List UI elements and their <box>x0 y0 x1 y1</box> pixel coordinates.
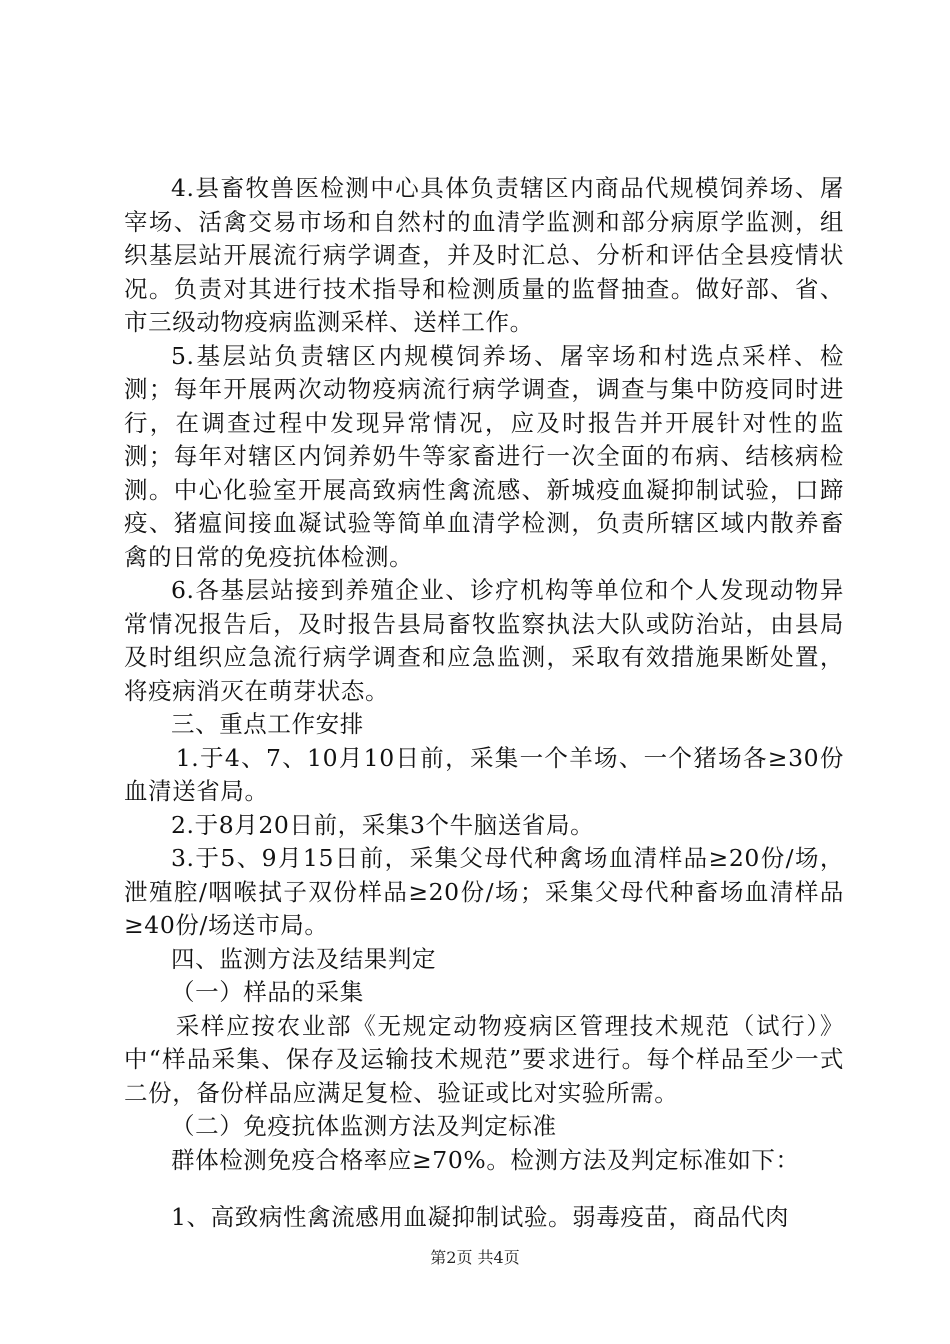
page-footer: 第2页 共4页 <box>430 1248 520 1267</box>
list-item-avian-influenza: 1、高致病性禽流感用血凝抑制试验。弱毒疫苗，商品代肉 <box>171 1203 790 1231</box>
list-item-key-work-3: 3.于5、9月15日前，采集父母代种禽场血清样品≥20份/场，泄殖腔/咽喉拭子双份样品≥20份/场；采集父母代种畜场血清样品≥40份/场送市局。 <box>124 844 844 939</box>
paragraph-grassroots-station-duties: 5.基层站负责辖区内规模饲养场、屠宰场和村选点采样、检测；每年开展两次动物疫病流行病学调查，调查与集中防疫同时进行，在调查过程中发现异常情况，应及时报告并开展针对性的监测；每年对辖区内饲养奶牛等家畜进行一次全面的布病、结核病检测。中心化验室开展高致病性禽流感、新城疫血凝抑制试验，口蹄疫、猪瘟间接血凝试验等简单血清学检测，负责所辖区域内散养畜禽的日常的免疫抗体检测。 <box>124 341 844 571</box>
subheading-antibody-monitoring: （二）免疫抗体监测方法及判定标准 <box>171 1112 557 1140</box>
section-heading-methods: 四、监测方法及结果判定 <box>171 944 437 973</box>
paragraph-abnormal-report: 6.各基层站接到养殖企业、诊疗机构等单位和个人发现动物异常情况报告后，及时报告县局畜牧监察执法大队或防治站，由县局及时组织应急流行病学调查和应急监测，采取有效措施果断处置，将疫病消灭在萌芽状态。 <box>124 576 844 705</box>
list-item-key-work-1: 1.于4、7、10月10日前，采集一个羊场、一个猪场各≥30份血清送省局。 <box>124 743 844 805</box>
subheading-sample-collection: （一）样品的采集 <box>171 978 364 1006</box>
spacer <box>124 1177 844 1201</box>
list-item-key-work-2: 2.于8月20日前，采集3个牛脑送省局。 <box>171 810 595 839</box>
paragraph-sampling-spec: 采样应按农业部《无规定动物疫病区管理技术规范（试行）》中“样品采集、保存及运输技术规范”要求进行。每个样品至少一式二份，备份样品应满足复检、验证或比对实验所需。 <box>124 1011 844 1107</box>
paragraph-county-center-duties: 4.县畜牧兽医检测中心具体负责辖区内商品代规模饲养场、屠宰场、活禽交易市场和自然村的血清学监测和部分病原学监测，组织基层站开展流行病学调查，并及时汇总、分析和评估全县疫情状况。负责对其进行技术指导和检测质量的监督抽查。做好部、省、市三级动物疫病监测采样、送样工作。 <box>124 174 844 336</box>
paragraph-pass-rate: 群体检测免疫合格率应≥70%。检测方法及判定标准如下： <box>171 1145 800 1174</box>
document-body <box>124 172 844 1235</box>
section-heading-key-work: 三、重点工作安排 <box>171 710 364 738</box>
